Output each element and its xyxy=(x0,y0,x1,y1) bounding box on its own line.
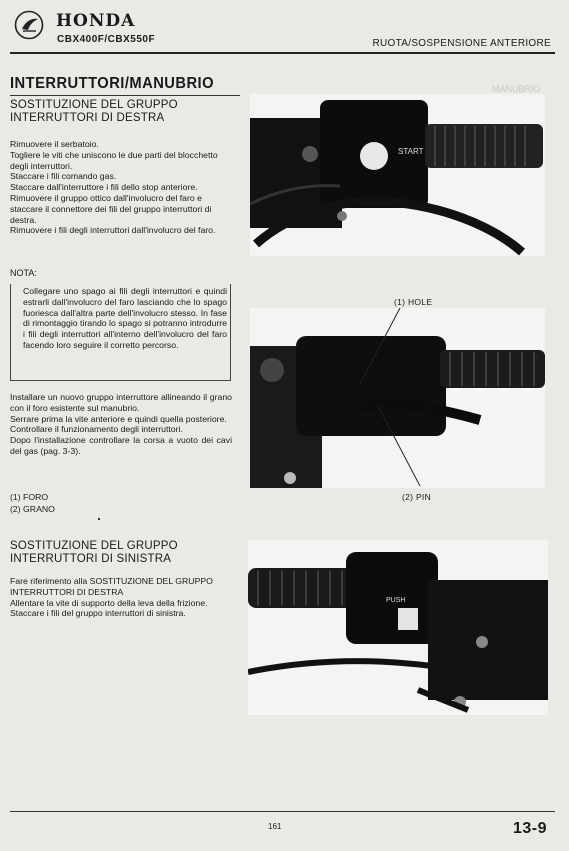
legend-foro: (1) FORO xyxy=(10,492,49,502)
left-switch-heading: SOSTITUZIONE DEL GRUPPO INTERRUTTORI DI SINISTRA xyxy=(10,540,178,565)
callout-pin: (2) PIN xyxy=(402,492,432,502)
push-label: PUSH xyxy=(386,597,406,604)
divider-dot xyxy=(98,518,100,520)
page-number: 161 xyxy=(268,822,282,831)
note-label: NOTA: xyxy=(10,268,37,278)
note-box xyxy=(10,284,231,381)
callout-hole: (1) HOLE xyxy=(394,297,433,307)
right-switch-heading: SOSTITUZIONE DEL GRUPPO INTERRUTTORI DI DESTRA xyxy=(10,99,178,124)
right-switch-steps: Rimuovere il serbatoio. Togliere le viti che uniscono le due parti del blocchetto degli interruttori. Staccare i fili comando gas. Staccare dall'interruttore i fili dello stop anteriore. Rimuovere il gruppo ottico dall'involucro del faro e staccare il connettore dei fili del gruppo interruttori di destra. Rimuovere i fili degli interruttori dall'involucro del faro. xyxy=(10,139,218,236)
left-switch-steps: Fare riferimento alla SOSTITUZIONE DEL GRUPPO INTERRUTTORI DI DESTRA Allentare la vite di supporto della leva della frizione. Staccare i fili del gruppo interruttori di sinistra. xyxy=(10,576,213,619)
page-code: 13-9 xyxy=(512,820,547,837)
install-instructions: Installare un nuovo gruppo interruttore allineando il grano con il foro esistente sul manubrio. Serrare prima la vite anteriore e quindi quella posteriore. Controllare il funzionamento degli interruttori. Dopo l'installazione controllare la corsa a vuoto dei cavi del gas (pag. 3-3). xyxy=(10,392,232,456)
header-rule xyxy=(10,52,555,54)
honda-wing-logo xyxy=(14,10,44,40)
legend-grano: (2) GRANO xyxy=(10,504,55,514)
model-name: CBX400F/CBX550F xyxy=(57,34,156,45)
title-rule xyxy=(10,95,240,96)
start-label: START xyxy=(398,147,424,156)
photo-hole-pin xyxy=(250,308,545,488)
brand-name: HONDA xyxy=(56,11,136,31)
manual-page: HONDA CBX400F/CBX550F RUOTA/SOSPENSIONE ANTERIORE MANUBRIO INTERRUTTORI/MANUBRIO SOSTITUZIONE DEL GRUPPO INTERRUTTORI DI DESTRA Rimuovere il serbatoio. Togliere le viti che uniscono le due parti del blocchetto degli interruttori. Staccare i fili comando gas. Staccare dall'interruttore i fili dello stop anteriore. Rimuovere il gruppo ottico dall'involucro del faro e staccare il connettore dei fili del gruppo interruttori di destra. Rimuovere i fili degli interruttori dall'involucro del faro. NOTA: Collegare uno spago ai fili degli interruttori e quindi estrarli dall'involucro del faro lasciando che lo spago fuoriesca dall'altra parte dell'involucro stesso. In fase di rimontaggio tirando lo spago si potranno introdurre i fili degli interruttori all'interno dell'involucro del faro facendo loro seguire il corretto percorso. Installare un nuovo gruppo interruttore allineando il grano con il foro esistente sul manubrio. Serrare prima la vite anteriore e quindi quella posteriore. Controllare il funzionamento degli interruttori. Dopo l'installazione controllare la corsa a vuoto dei cavi del gas (pag. 3-3). (1) FORO (2) GRANO SOSTITUZIONE DEL GRUPPO INTERRUTTORI DI SINISTRA Fare riferimento alla SOSTITUZIONE DEL GRUPPO INTERRUTTORI DI DESTRA Allentare la vite di supporto della leva della frizione. Staccare i fili del gruppo interruttori di sinistra. START (1) HOLE (2) PIN PUSH 161 13-9 xyxy=(0,0,569,851)
note-text: Collegare uno spago ai fili degli interruttori e quindi estrarli dall'involucro del faro lasciando che lo spago fuoriesca dall'altra parte dell'involucro stesso. In fase di rimontaggio tirando lo spago si potranno introdurre i fili degli interruttori all'interno dell'involucro del faro facendo loro seguire il corretto percorso. xyxy=(23,286,227,350)
photo-left-switch xyxy=(248,540,548,715)
section-title: RUOTA/SOSPENSIONE ANTERIORE xyxy=(372,38,551,49)
page-title: INTERRUTTORI/MANUBRIO xyxy=(10,75,215,92)
footer-rule xyxy=(10,811,555,812)
photo-right-switch xyxy=(250,94,545,256)
